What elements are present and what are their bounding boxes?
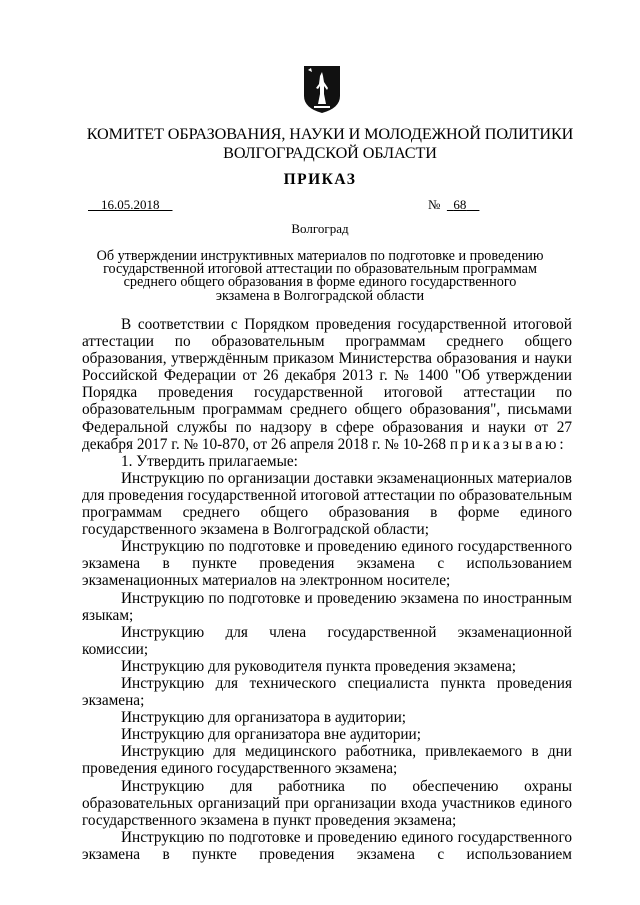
title-line: экзамена в Волгоградской области [215,287,425,304]
instruction-item: Инструкцию по подготовке и проведению экзамена по иностранным языкам; [82,589,572,624]
instruction-item: Инструкцию для технического специалиста пункта проведения экзамена; [82,674,572,710]
title-line: государственной итоговой аттестации по образовательным программам [103,261,537,278]
instruction-item: Инструкцию по подготовке и проведению единого государственного экзамена в пункте проведения экзамена с использованием экзаменационных материалов на электронном носителе; [82,538,572,590]
instruction-item: Инструкцию для работника по обеспечению охраны образовательных организаций при организации входа участников единого государственного экзамена в пункт проведения экзамена; [82,777,572,829]
order-word: приказываю: [449,435,567,453]
instruction-item: Инструкцию для организатора в аудитории; [121,709,407,727]
organization-name-line1: КОМИТЕТ ОБРАЗОВАНИЯ, НАУКИ И МОЛОДЕЖНОЙ ПОЛИТИКИ [86,125,574,143]
instruction-item: Инструкцию для медицинского работника, привлекаемого в дни проведения единого государственного экзамена; [82,743,572,778]
order-title [60,250,580,303]
instruction-item: Инструкцию для руководителя пункта проведения экзамена; [121,657,517,675]
instruction-item: Инструкцию для организатора вне аудитории; [121,726,421,744]
title-line: среднего общего образования в форме единого государственного [123,274,517,291]
document-type: ПРИКАЗ [283,171,357,188]
instruction-item: Инструкцию по подготовке и проведению единого государственного экзамена в пункте проведения экзамена с использованием [82,828,572,863]
item-1: 1. Утвердить прилагаемые: [121,452,298,470]
order-date-value: 16.05.2018 [101,197,160,212]
title-line: Об утверждении инструктивных материалов по подготовке и проведению [96,248,544,264]
number-sign: № [428,197,441,212]
city: Волгоград [291,221,349,236]
order-number [428,197,479,213]
preamble-text: В соответствии с Порядком проведения государственной итоговой аттестации по образовательным программам среднего общего образования, утверждённым приказом Министерства образования и науки Российской Федерации от 26 декабря 2013 г. № 1400 "Об утверждении Порядка проведения государственной итоговой аттестации по образовательным программам среднего общего образования", письмами Федеральной службы по надзору в сфере образования и науки от 27 декабря 2017 г. № 10-870, от 26 апреля 2018 г. № 10-268 [82,316,572,453]
order-body [82,316,572,863]
instruction-item: Инструкцию по организации доставки экзаменационных материалов для проведения государственной итоговой аттестации по образовательным программам среднего общего образования в форме единого государственного экзамена в Волгоградской области; [82,469,572,539]
order-number-value: 68 [453,197,467,212]
organization-name-line2: ВОЛГОГРАДСКОЙ ОБЛАСТИ [223,144,437,162]
instruction-item: Инструкцию для члена государственной экзаменационной комиссии; [82,623,572,658]
preamble-paragraph [82,316,572,453]
volgograd-coat-of-arms-icon [302,64,342,114]
order-date [88,197,173,213]
